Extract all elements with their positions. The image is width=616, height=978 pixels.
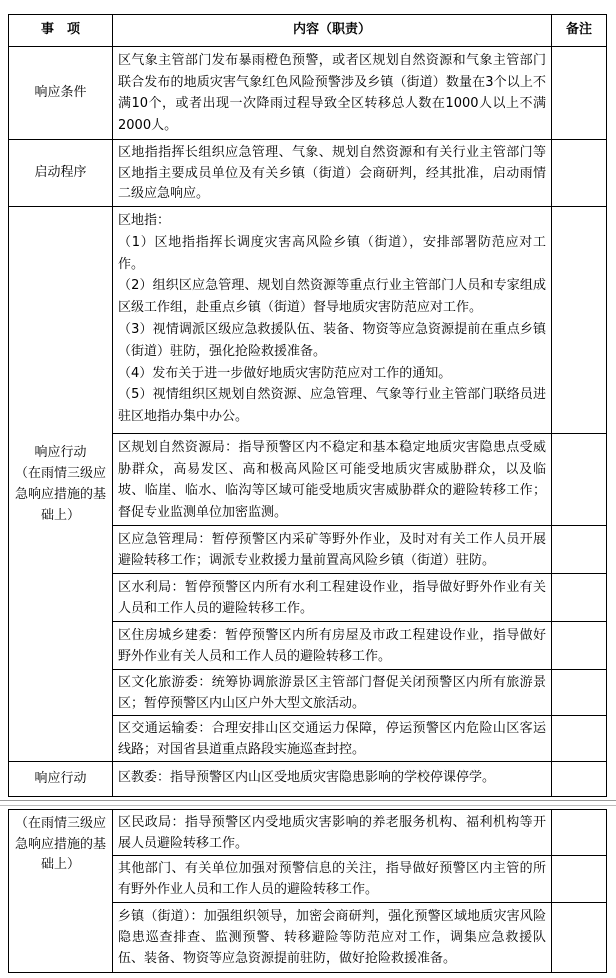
- remark-education: [552, 762, 606, 796]
- row-remark-procedure: [552, 140, 606, 207]
- remark-transport: [552, 716, 606, 762]
- remark-water: [552, 574, 606, 622]
- tourism-commission-cell: 区文化旅游委：统筹协调旅游景区主管部门督促关闭预警区内所有旅游景区；暂停预警区内山区户外大型文旅活动。: [113, 670, 552, 716]
- row-label-condition: 响应条件: [9, 47, 113, 140]
- township-cell: 乡镇（街道）：加强组织领导，加密会商研判，强化预警区域地质灾害风险隐患巡查排查、监测预警、转移避险等防范应对工作，调集应急救援队伍、装备、物资等应急资源提前驻防，做好抢险救援准备。: [113, 903, 552, 972]
- district-command-item-4: （4）发布关于进一步做好地质灾害防范应对工作的通知。: [118, 365, 452, 381]
- header-item: 事 项: [9, 15, 113, 47]
- page-break-line-2: [0, 805, 616, 806]
- row-content-procedure: 区地指指挥长组织应急管理、气象、规划自然资源和有关行业主管部门等区地指主要成员单位及有关乡镇（街道）会商研判，经其批准，启动雨情二级应急响应。: [113, 140, 552, 207]
- district-command-item-5: （5）视情组织区规划自然资源、应急管理、气象等行业主管部门联络员进驻区地指办集中办公。: [118, 387, 546, 425]
- emergency-bureau-cell: 区应急管理局：暂停预警区内采矿等野外作业，及时对有关工作人员开展避险转移工作；调派专业救援力量前置高风险乡镇（街道）驻防。: [113, 526, 552, 574]
- row-remark-condition: [552, 47, 606, 140]
- row-content-condition: 区气象主管部门发布暴雨橙色预警，或者区规划自然资源和气象主管部门联合发布的地质灾害气象红色风险预警涉及乡镇（街道）数量在3个以上不满10个，或者出现一次降雨过程导致全区转移总人数在1000人以上不满2000人。: [113, 47, 552, 140]
- row-label-action: [9, 207, 113, 762]
- district-command-block: [113, 207, 552, 434]
- civil-affairs-cell: 区民政局：指导预警区内受地质灾害影响的养老服务机构、福利机构等开展人员避险转移工作。: [113, 810, 552, 856]
- education-commission-cell: 区教委：指导预警区内山区受地质灾害隐患影响的学校停课停学。: [113, 762, 552, 796]
- district-command-item-1: （1）区地指指挥长调度灾害高风险乡镇（街道），安排部署防范应对工作。: [118, 234, 546, 272]
- water-bureau-cell: 区水利局：暂停预警区内所有水利工程建设作业，指导做好野外作业有关人员和工作人员的避险转移工作。: [113, 574, 552, 622]
- header-content: 内容（职责）: [113, 15, 552, 47]
- other-departments-cell: 其他部门、有关单位加强对预警信息的关注，指导做好预警区内主管的所有野外作业人员和工作人员的避险转移工作。: [113, 856, 552, 903]
- remark-tourism: [552, 670, 606, 716]
- remark-planning: [552, 434, 606, 526]
- remark-housing: [552, 622, 606, 670]
- action-sublabel: （在雨情三级应急响应措施的基础上）: [14, 466, 106, 523]
- transport-commission-cell: 区交通运输委：合理安排山区交通运力保障，停运预警区内危险山区客运线路；对国省县道重点路段实施巡查封控。: [113, 716, 552, 762]
- row-label-action-cont: 响应行动: [9, 762, 113, 796]
- row-label-procedure: 启动程序: [9, 140, 113, 207]
- table-page-2: [8, 809, 607, 973]
- remark-township: [552, 903, 606, 972]
- page2-label: （在雨情三级应急响应措施的基础上）: [9, 810, 113, 972]
- district-command-title: 区地指：: [118, 213, 171, 228]
- page-break-line: [0, 800, 616, 801]
- remark-civil: [552, 810, 606, 856]
- planning-bureau-cell: 区规划自然资源局：指导预警区内不稳定和基本稳定地质灾害隐患点受威胁群众，高易发区、高和极高风险区可能受地质灾害威胁群众，以及临坡、临崖、临水、临沟等区域可能受地质灾害威胁群众的避险转移工作；督促专业监测单位加密监测。: [113, 434, 552, 526]
- remark-others: [552, 856, 606, 903]
- housing-commission-cell: 区住房城乡建委：暂停预警区内所有房屋及市政工程建设作业，指导做好野外作业有关人员和工作人员的避险转移工作。: [113, 622, 552, 670]
- header-remark: 备注: [552, 15, 606, 47]
- table-page-1: [8, 14, 607, 797]
- district-command-item-3: （3）视情调派区级应急救援队伍、装备、物资等应急资源提前在重点乡镇（街道）驻防，强化抢险救援准备。: [118, 321, 546, 359]
- remark-emergency: [552, 526, 606, 574]
- district-command-item-2: （2）组织区应急管理、规划自然资源等重点行业主管部门人员和专家组成区级工作组，赴重点乡镇（街道）督导地质灾害防范应对工作。: [118, 278, 546, 316]
- remark-district-command: [552, 207, 606, 434]
- action-label: 响应行动: [34, 445, 87, 460]
